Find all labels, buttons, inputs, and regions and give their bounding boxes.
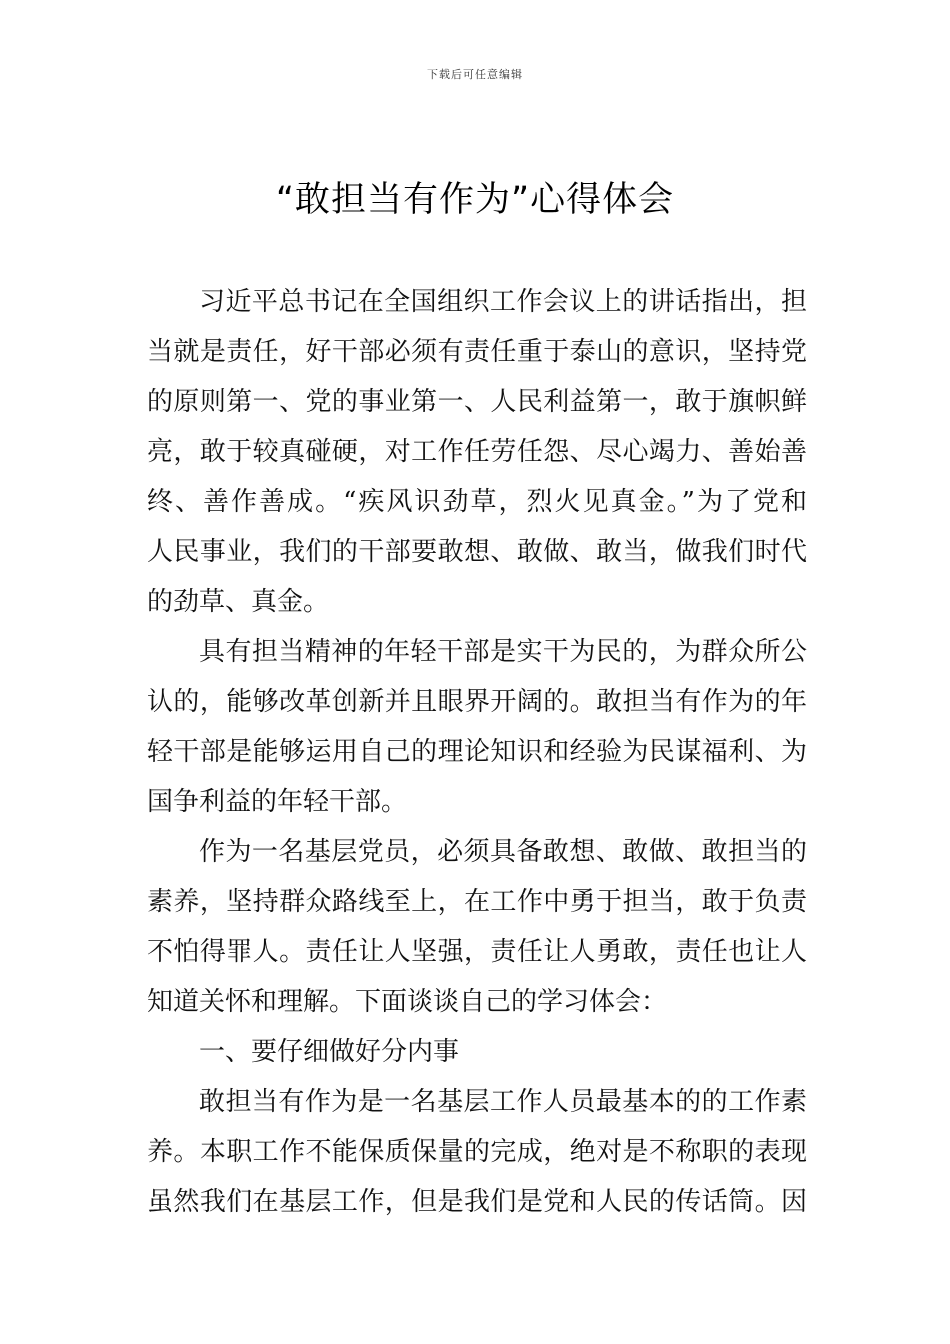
text-line: 终、善作善成。“疾风识劲草，烈火见真金。”为了党和: [147, 487, 807, 517]
text-line: 具有担当精神的年轻干部是实干为民的，为群众所公: [199, 637, 807, 667]
text-line: 的劲草、真金。: [147, 587, 330, 617]
text-line: 认的，能够改革创新并且眼界开阔的。敢担当有作为的年: [147, 687, 807, 717]
text-line: 素养，坚持群众路线至上，在工作中勇于担当，敢于负责: [147, 887, 807, 917]
text-line: 轻干部是能够运用自己的理论知识和经验为民谋福利、为: [147, 737, 807, 767]
text-line: 不怕得罪人。责任让人坚强，责任让人勇敢，责任也让人: [147, 937, 807, 967]
text-line: 的原则第一、党的事业第一、人民利益第一，敢于旗帜鲜: [147, 387, 807, 417]
text-line: 亮，敢于较真碰硬，对工作任劳任怨、尽心竭力、善始善: [147, 437, 807, 467]
document-title: “敢担当有作为”心得体会: [275, 180, 675, 220]
text-line: 国争利益的年轻干部。: [147, 787, 408, 817]
text-line: 虽然我们在基层工作，但是我们是党和人民的传话筒。因: [147, 1187, 807, 1217]
paragraph-5: [147, 1077, 807, 1227]
document-body: [147, 277, 807, 1227]
text-line: 当就是责任，好干部必须有责任重于泰山的意识，坚持党: [147, 337, 807, 367]
paragraph-3: [147, 827, 807, 1027]
paragraph-2: [147, 627, 807, 827]
section-heading-text: 一、要仔细做好分内事: [199, 1037, 460, 1067]
section-heading: [147, 1027, 807, 1077]
text-line: 习近平总书记在全国组织工作会议上的讲话指出，担: [199, 287, 807, 317]
header-note: 下载后可任意编辑: [427, 68, 523, 81]
paragraph-1: [147, 277, 807, 627]
text-line: 人民事业，我们的干部要敢想、敢做、敢当，做我们时代: [147, 537, 807, 567]
text-line: 敢担当有作为是一名基层工作人员最基本的的工作素: [199, 1087, 807, 1117]
text-line: 知道关怀和理解。下面谈谈自己的学习体会：: [147, 987, 668, 1017]
text-line: 作为一名基层党员，必须具备敢想、敢做、敢担当的: [199, 837, 807, 867]
text-line: 养。本职工作不能保质保量的完成，绝对是不称职的表现: [147, 1137, 807, 1167]
